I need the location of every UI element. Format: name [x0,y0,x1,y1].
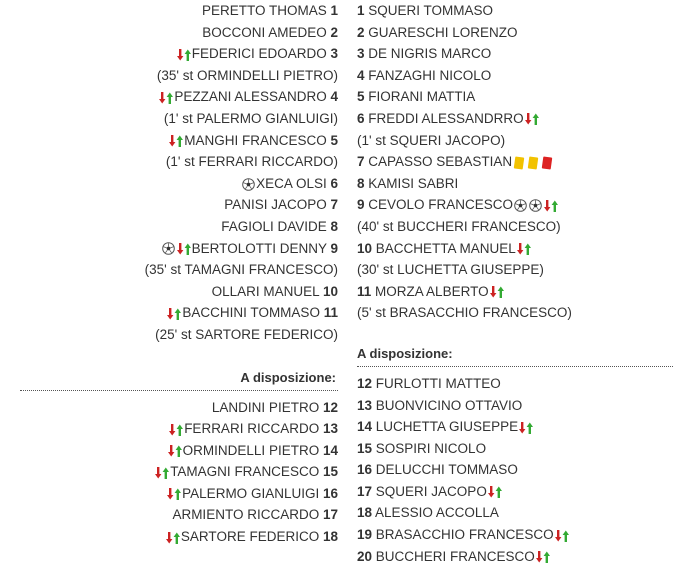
bench-row [357,395,687,417]
player-name: FAGIOLI DAVIDE [221,218,327,234]
player-name: MORZA ALBERTO [375,283,489,299]
sub-out-icon [167,307,181,321]
player-name: ORMINDELLI PIETRO [182,442,320,458]
player-number: 12 [322,399,338,415]
player-number: 4 [357,67,365,83]
player-number: 1 [330,3,338,18]
player-icons [524,111,540,126]
player-name: BACCHETTA MANUEL [375,240,516,256]
player-number: 11 [357,283,372,299]
sub-in-icon [155,466,169,480]
player-icons [167,443,183,458]
bench-row [0,483,338,505]
player-number: 6 [357,110,365,126]
player-number: 18 [322,529,338,545]
ball-icon [242,178,255,191]
bench-row [0,418,338,440]
player-name: FURLOTTI MATTEO [375,375,501,391]
player-number: 12 [357,375,373,391]
bench-row [357,438,687,460]
player-row [0,0,338,22]
player-row [0,238,338,260]
substitution-note: (40' st BUCCHERI FRANCESCO) [357,218,561,234]
player-icons [535,549,551,564]
substitution-note: (35' st ORMINDELLI PIETRO) [156,67,338,83]
player-number: 14 [357,419,373,435]
player-icons [241,176,256,191]
sub-out-icon [544,199,558,213]
player-number: 7 [330,197,338,213]
player-name: DE NIGRIS MARCO [368,46,492,62]
substitution-note: (25' st SARTORE FEDERICO) [155,326,338,342]
sub-in-icon [488,485,502,499]
player-icons [166,486,182,501]
player-number: 10 [357,240,373,256]
player-name: SOSPIRI NICOLO [375,440,487,456]
player-icons [166,305,182,320]
player-number: 16 [357,462,373,478]
player-number: 19 [357,527,373,543]
player-row [357,43,687,65]
player-icons [168,133,184,148]
player-name: PALERMO GIANLUIGI [182,485,320,501]
ball-icon [529,199,542,212]
player-name: PEZZANI ALESSANDRO [174,89,327,105]
ball-icon [162,242,175,255]
sub-out-icon [177,242,191,256]
player-name: FERRARI RICCARDO [184,421,320,437]
sub-in-icon [167,487,181,501]
player-row [357,108,687,130]
player-name: BRASACCHIO FRANCESCO [375,527,554,543]
player-row [0,216,338,238]
sub-in-icon [555,529,569,543]
player-name: FANZAGHI NICOLO [368,67,492,83]
substitution-note: (1' st PALERMO GIANLUIGI) [163,110,338,126]
bench-title: A disposizione: [357,345,453,361]
player-number: 11 [323,305,338,321]
player-name: BUONVICINO OTTAVIO [375,397,523,413]
bench-title: A disposizione: [240,369,336,385]
player-icons [487,484,503,499]
bench-row [0,397,338,419]
player-row [0,43,338,65]
player-number: 4 [330,89,338,105]
bench-row [357,373,687,395]
player-name: BOCCONI AMEDEO [202,24,327,40]
bench-row [0,440,338,462]
player-row [357,151,687,173]
sub-in-icon [519,421,533,435]
player-name: BACCHINI TOMMASO [182,305,320,321]
player-icons [161,241,192,256]
sub-in-icon [166,531,180,545]
player-icons [518,419,534,434]
away-bench [357,373,687,567]
player-number: 2 [330,24,338,40]
player-row [357,65,687,87]
substitution-note: (1' st FERRARI RICCARDO) [165,154,338,170]
player-row [0,281,338,303]
player-number: 3 [357,46,365,62]
away-starters [357,0,687,324]
player-number: 13 [357,397,373,413]
player-name: CAPASSO SEBASTIAN [368,154,513,170]
bench-row [0,504,338,526]
player-icons [512,154,554,169]
player-number: 8 [357,175,365,191]
player-icons [154,464,170,479]
player-row [357,0,687,22]
player-name: PERETTO THOMAS [201,3,327,18]
player-name: KAMISI SABRI [368,175,459,191]
player-row [0,194,338,216]
player-name: FIORANI MATTIA [368,89,476,105]
player-row [357,173,687,195]
player-name: FEDERICI EDOARDO [191,46,327,62]
player-icons [168,421,184,436]
sub-out-icon [490,285,504,299]
player-number: 6 [330,175,338,191]
player-name: SARTORE FEDERICO [180,529,320,545]
player-name: MANGHI FRANCESCO [184,132,327,148]
section-divider [357,366,673,367]
player-number: 17 [357,483,373,499]
player-icons [158,89,174,104]
sub-out-icon [177,48,191,62]
player-row [0,173,338,195]
player-number: 9 [330,240,338,256]
player-name: LANDINI PIETRO [211,399,320,415]
red-card-icon [541,156,553,170]
player-number: 7 [357,154,365,170]
player-name: ALESSIO ACCOLLA [375,505,499,521]
sub-in-icon [536,550,550,564]
player-row [0,22,338,44]
substitution-note: (35' st TAMAGNI FRANCESCO) [144,262,338,278]
player-name: TAMAGNI FRANCESCO [170,464,320,480]
sub-out-icon [517,242,531,256]
player-number: 9 [357,197,365,213]
bench-row [357,524,687,546]
section-divider [20,390,338,391]
player-number: 15 [357,440,373,456]
player-icons [176,46,192,61]
sub-in-icon [168,444,182,458]
bench-row [357,416,687,438]
player-number: 18 [357,505,373,521]
player-number: 3 [330,46,338,62]
player-name: BUCCHERI FRANCESCO [375,548,535,564]
player-row [0,130,338,152]
player-number: 15 [322,464,338,480]
player-number: 2 [357,24,365,40]
home-starters [0,0,338,346]
player-name: LUCHETTA GIUSEPPE [375,419,519,435]
player-name: PANISI JACOPO [224,197,327,213]
player-row [357,281,687,303]
yellow-card-icon [527,156,539,170]
home-lineup [0,0,338,548]
sub-out-icon [169,134,183,148]
player-number: 8 [330,218,338,234]
player-icons [554,527,570,542]
bench-row [357,502,687,524]
player-row [357,238,687,260]
away-lineup [357,0,687,567]
player-name: BERTOLOTTI DENNY [191,240,327,256]
substitution-note: (30' st LUCHETTA GIUSEPPE) [357,262,544,278]
player-number: 10 [322,283,338,299]
ball-icon [514,199,527,212]
bench-row [357,546,687,568]
player-number: 16 [322,485,338,501]
sub-in-icon [169,423,183,437]
bench-row [0,461,338,483]
yellow-card-icon [513,156,525,170]
player-icons [165,529,181,544]
player-icons [489,284,505,299]
home-bench [0,397,338,548]
bench-row [357,481,687,503]
player-name: XECA OLSI [256,175,327,191]
substitution-note: (1' st SQUERI JACOPO) [357,132,506,148]
player-name: SQUERI JACOPO [375,483,487,499]
player-icons [513,197,559,212]
away-bench-header [357,341,687,367]
player-row [357,22,687,44]
player-number: 1 [357,3,365,18]
player-number: 13 [322,421,338,437]
player-name: SQUERI TOMMASO [368,3,494,18]
player-name: ARMIENTO RICCARDO [172,507,320,523]
bench-row [0,526,338,548]
sub-out-icon [159,91,173,105]
player-number: 5 [330,132,338,148]
player-name: FREDDI ALESSANDRRO [368,110,524,126]
player-number: 14 [322,442,338,458]
player-number: 20 [357,548,373,564]
player-row [0,302,338,324]
substitution-note: (5' st BRASACCHIO FRANCESCO) [357,305,572,321]
player-number: 5 [357,89,365,105]
player-row [0,86,338,108]
player-name: CEVOLO FRANCESCO [368,197,514,213]
player-icons [516,241,532,256]
player-name: OLLARI MANUEL [211,283,320,299]
player-number: 17 [322,507,338,523]
player-row [357,86,687,108]
player-name: GUARESCHI LORENZO [368,24,518,40]
player-name: DELUCCHI TOMMASO [375,462,518,478]
player-row [357,194,687,216]
home-bench-header [0,365,338,391]
sub-out-icon [525,112,539,126]
bench-row [357,459,687,481]
